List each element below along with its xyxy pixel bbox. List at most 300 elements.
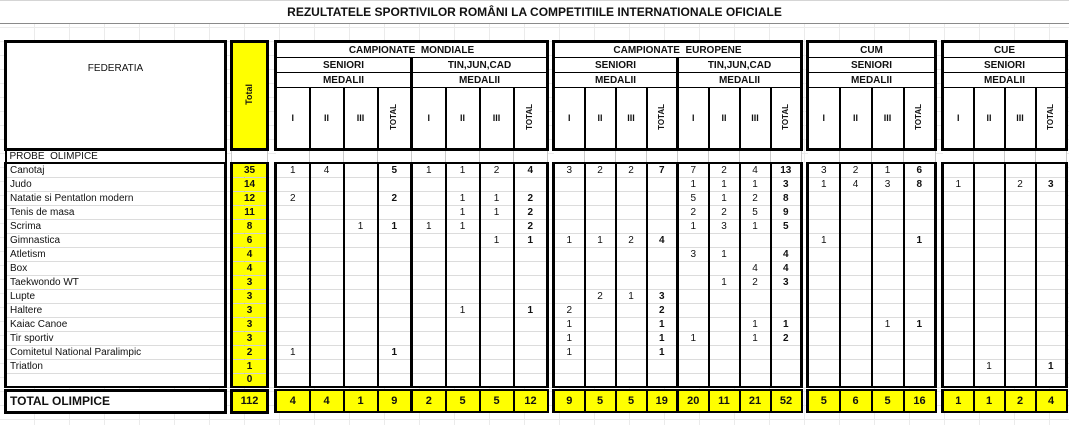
medal-cell	[808, 247, 840, 261]
medal-cell	[740, 303, 771, 317]
medal-cell: 5	[378, 163, 412, 177]
medal-cell	[1005, 219, 1036, 233]
medal-cell	[808, 331, 840, 345]
medal-cell	[1005, 163, 1036, 177]
medal-cell	[1036, 331, 1067, 345]
medal-cell	[771, 345, 802, 359]
medal-cell: 1	[480, 191, 514, 205]
group-cue: CUE	[943, 42, 1067, 58]
medal-cell: 1	[740, 177, 771, 191]
medal-cell	[1036, 247, 1067, 261]
grid-gap	[936, 233, 943, 247]
grid-gap	[936, 303, 943, 317]
section-total-cell: 4	[1036, 390, 1067, 412]
medal-cell	[1036, 289, 1067, 303]
medal-cell	[514, 359, 548, 373]
section-total-cell: 11	[709, 390, 740, 412]
federation-name: Gimnastica	[6, 233, 226, 247]
federation-row	[6, 205, 1067, 219]
medal-cell	[412, 303, 446, 317]
medal-cell	[808, 191, 840, 205]
medal-cell	[616, 303, 647, 317]
grid-cell	[554, 150, 585, 164]
medal-cell: 1	[344, 219, 378, 233]
medalii-ce-seniori: MEDALII	[554, 73, 678, 88]
medal-cell	[943, 247, 974, 261]
row-total-cell: 3	[232, 303, 268, 317]
grid-cell	[480, 150, 514, 164]
medal-cell	[310, 289, 344, 303]
section-total-cell: 6	[840, 390, 872, 412]
grid-gap	[268, 390, 276, 412]
medal-cell	[840, 275, 872, 289]
medal-cell	[585, 331, 616, 345]
medal-cell: 1	[446, 303, 480, 317]
medal-cell	[647, 275, 678, 289]
medal-cell	[904, 219, 936, 233]
total-column-header	[232, 42, 268, 150]
medal-cell: 3	[678, 247, 709, 261]
grid-cell	[709, 150, 740, 164]
section-total-cell: 2	[412, 390, 446, 412]
medal-cell	[378, 177, 412, 191]
medal-cell	[1036, 317, 1067, 331]
medal-cell	[647, 177, 678, 191]
medal-cell: 1	[554, 317, 585, 331]
medal-cell	[378, 303, 412, 317]
medal-cell	[585, 359, 616, 373]
federation-name: Natatie si Pentatlon modern	[6, 191, 226, 205]
medal-cell	[378, 289, 412, 303]
medal-cell	[310, 345, 344, 359]
medal-cell	[678, 303, 709, 317]
section-total-cell: 21	[740, 390, 771, 412]
row-total-cell: 8	[232, 219, 268, 233]
medal-cell	[480, 359, 514, 373]
federation-row	[6, 317, 1067, 331]
grid-gap	[936, 359, 943, 373]
grid-gap	[936, 150, 943, 164]
medal-cell	[585, 303, 616, 317]
medal-cell	[276, 331, 310, 345]
grid-gap	[268, 303, 276, 317]
section-total-cell: 2	[1005, 390, 1036, 412]
medal-cell	[276, 373, 310, 387]
medal-cell	[554, 261, 585, 275]
medal-cell	[480, 275, 514, 289]
medal-total-header	[1036, 88, 1067, 150]
grid-gap	[268, 205, 276, 219]
medal-cell	[412, 191, 446, 205]
medal-cell	[412, 345, 446, 359]
medal-cell	[616, 247, 647, 261]
subgroup-ce-tin: TIN,JUN,CAD	[678, 58, 802, 73]
medal-cell: 3	[709, 219, 740, 233]
medal-cell: 2	[480, 163, 514, 177]
medal-cell	[585, 261, 616, 275]
medal-cell	[412, 373, 446, 387]
medal-cell	[740, 233, 771, 247]
federation-name: Tenis de masa	[6, 205, 226, 219]
medal-col-header: II	[310, 88, 344, 150]
medal-cell: 1	[709, 191, 740, 205]
federation-row	[6, 373, 1067, 387]
medal-cell: 3	[771, 275, 802, 289]
grid-gap	[268, 331, 276, 345]
medal-cell: 1	[554, 345, 585, 359]
medal-cell	[585, 219, 616, 233]
section-total-cell: 52	[771, 390, 802, 412]
medal-cell	[412, 233, 446, 247]
grid-gap	[268, 261, 276, 275]
medal-cell	[974, 275, 1005, 289]
medal-cell	[276, 317, 310, 331]
medal-cell	[446, 275, 480, 289]
medal-cell	[771, 289, 802, 303]
medal-total-header	[904, 88, 936, 150]
medal-col-header: II	[709, 88, 740, 150]
medal-col-header: I	[276, 88, 310, 150]
medal-cell: 6	[904, 163, 936, 177]
medal-cell	[412, 359, 446, 373]
medalii-ce-tin: MEDALII	[678, 73, 802, 88]
medal-cell: 1	[740, 219, 771, 233]
medal-cell: 8	[771, 191, 802, 205]
medal-cell	[709, 359, 740, 373]
grid-cell	[678, 150, 709, 164]
medal-col-header: III	[616, 88, 647, 150]
medal-cell	[872, 191, 904, 205]
medal-total-header	[647, 88, 678, 150]
row-total-cell: 3	[232, 289, 268, 303]
medal-cell: 1	[514, 233, 548, 247]
total-row-label: TOTAL OLIMPICE	[6, 390, 226, 412]
grid-gap	[936, 177, 943, 191]
medal-cell	[616, 331, 647, 345]
medal-cell: 1	[1036, 359, 1067, 373]
medal-cell	[771, 359, 802, 373]
medal-cell	[740, 289, 771, 303]
medal-cell: 8	[904, 177, 936, 191]
medal-cell	[904, 247, 936, 261]
medal-cell	[904, 373, 936, 387]
medal-cell	[808, 373, 840, 387]
medal-cell: 1	[904, 317, 936, 331]
federation-name: Kaiac Canoe	[6, 317, 226, 331]
grid-cell	[840, 150, 872, 164]
medal-cell	[943, 303, 974, 317]
grid-gap	[268, 247, 276, 261]
row-total-cell: 3	[232, 331, 268, 345]
medal-cell: 1	[709, 247, 740, 261]
medal-cell	[771, 373, 802, 387]
medal-cell	[647, 261, 678, 275]
medal-cell	[678, 261, 709, 275]
medal-cell	[943, 219, 974, 233]
medal-cell: 3	[1036, 177, 1067, 191]
medal-cell: 1	[378, 219, 412, 233]
medal-cell	[344, 177, 378, 191]
medal-col-header: III	[344, 88, 378, 150]
grid-cell	[276, 150, 310, 164]
medal-cell: 1	[378, 345, 412, 359]
medal-cell	[554, 177, 585, 191]
grid-gap	[268, 345, 276, 359]
federation-row	[6, 303, 1067, 317]
medal-cell	[840, 317, 872, 331]
medal-cell	[344, 247, 378, 261]
medal-cell	[412, 317, 446, 331]
grid-cell	[808, 150, 840, 164]
medal-cell	[310, 219, 344, 233]
subgroup-cm-tin: TIN,JUN,CAD	[412, 58, 548, 73]
group-campionate-europene: CAMPIONATE EUROPENE	[554, 42, 802, 58]
row-total-cell: 4	[232, 247, 268, 261]
grid-cell	[378, 150, 412, 164]
medal-cell	[1005, 289, 1036, 303]
medal-cell	[344, 233, 378, 247]
medal-cell	[974, 373, 1005, 387]
medal-cell	[1005, 275, 1036, 289]
medal-cell	[904, 275, 936, 289]
medal-cell	[1005, 345, 1036, 359]
federation-row	[6, 247, 1067, 261]
grid-gap	[268, 177, 276, 191]
grid-gap	[936, 42, 943, 150]
medal-cell	[840, 247, 872, 261]
medal-cell	[616, 191, 647, 205]
medal-cell: 1	[740, 331, 771, 345]
medal-total-header	[771, 88, 802, 150]
grid-cell	[1005, 150, 1036, 164]
grid-cell	[1036, 150, 1067, 164]
group-header-row	[6, 42, 1067, 58]
medal-cell	[378, 317, 412, 331]
medal-cell	[446, 177, 480, 191]
federation-name: Taekwondo WT	[6, 275, 226, 289]
medal-cell	[840, 219, 872, 233]
section-total-cell: 1	[344, 390, 378, 412]
medal-cell: 2	[276, 191, 310, 205]
medal-cell	[647, 247, 678, 261]
medal-cell: 1	[616, 289, 647, 303]
medal-cell: 7	[678, 163, 709, 177]
medal-cell	[378, 275, 412, 289]
medal-cell	[554, 275, 585, 289]
medal-cell: 7	[647, 163, 678, 177]
grid-cell	[344, 150, 378, 164]
medal-cell: 1	[647, 345, 678, 359]
medal-cell: 1	[412, 219, 446, 233]
medal-cell	[808, 345, 840, 359]
medal-cell	[344, 317, 378, 331]
subgroup-cum-seniori: SENIORI	[808, 58, 936, 73]
medal-cell	[310, 205, 344, 219]
medal-cell	[616, 219, 647, 233]
medal-cell	[344, 359, 378, 373]
medal-cell	[514, 247, 548, 261]
federation-name: Judo	[6, 177, 226, 191]
medal-cell	[446, 331, 480, 345]
medal-cell	[446, 289, 480, 303]
medal-cell: 1	[974, 359, 1005, 373]
medal-cell	[647, 191, 678, 205]
medal-cell	[647, 373, 678, 387]
medal-cell	[840, 233, 872, 247]
medal-cell: 1	[904, 233, 936, 247]
medal-col-header: I	[412, 88, 446, 150]
medal-total-label: TOTAL	[389, 103, 399, 130]
medal-cell: 1	[446, 163, 480, 177]
medal-cell	[310, 373, 344, 387]
medal-cell	[678, 289, 709, 303]
medal-cell	[1005, 205, 1036, 219]
medal-cell: 4	[514, 163, 548, 177]
medal-cell	[514, 317, 548, 331]
section-total-cell: 19	[647, 390, 678, 412]
medal-cell	[344, 289, 378, 303]
federation-row	[6, 345, 1067, 359]
medal-cell: 4	[771, 247, 802, 261]
medal-cell	[554, 219, 585, 233]
medal-cell	[904, 191, 936, 205]
medal-cell: 1	[480, 205, 514, 219]
medal-cell	[276, 247, 310, 261]
medal-total-header	[514, 88, 548, 150]
medal-cell	[1005, 303, 1036, 317]
medal-cell	[808, 205, 840, 219]
medal-cell	[1036, 261, 1067, 275]
medal-cell	[1005, 373, 1036, 387]
section-total-cell: 5	[808, 390, 840, 412]
medal-cell: 1	[554, 331, 585, 345]
medal-cell: 2	[709, 205, 740, 219]
medal-cell	[276, 219, 310, 233]
medal-cell: 2	[554, 303, 585, 317]
medal-cell	[344, 303, 378, 317]
grand-total-cell: 112	[232, 390, 268, 412]
medal-total-label: TOTAL	[1045, 103, 1055, 130]
medal-cell	[480, 247, 514, 261]
grid-cell	[616, 150, 647, 164]
federation-row	[6, 219, 1067, 233]
medal-cell	[378, 373, 412, 387]
medal-cell	[412, 261, 446, 275]
medal-cell	[974, 261, 1005, 275]
results-table	[4, 40, 1068, 414]
medal-cell	[480, 303, 514, 317]
medal-cell	[412, 205, 446, 219]
row-total-cell: 3	[232, 275, 268, 289]
row-total-cell: 2	[232, 345, 268, 359]
medal-cell	[943, 317, 974, 331]
medal-cell	[904, 331, 936, 345]
medal-cell	[310, 233, 344, 247]
medal-cell: 3	[647, 289, 678, 303]
medal-cell	[771, 233, 802, 247]
medal-cell: 1	[678, 177, 709, 191]
medal-cell	[344, 191, 378, 205]
section-total-cell: 12	[514, 390, 548, 412]
medal-cell	[310, 331, 344, 345]
medal-cell	[310, 275, 344, 289]
medal-cell	[554, 247, 585, 261]
medal-cell	[344, 275, 378, 289]
medal-cell	[310, 303, 344, 317]
medal-cell	[585, 345, 616, 359]
medal-cell	[872, 275, 904, 289]
medal-cell	[974, 177, 1005, 191]
medal-cell	[1005, 261, 1036, 275]
medal-cell: 1	[808, 233, 840, 247]
medal-cell: 1	[647, 331, 678, 345]
medal-col-header: II	[974, 88, 1005, 150]
federation-row	[6, 275, 1067, 289]
medal-cell: 3	[771, 177, 802, 191]
grid-cell	[412, 150, 446, 164]
medal-cell: 4	[771, 261, 802, 275]
medal-cell	[943, 373, 974, 387]
federation-name: Scrima	[6, 219, 226, 233]
probe-label: PROBE OLIMPICE	[6, 150, 226, 164]
medal-cell	[840, 303, 872, 317]
medal-cell	[310, 177, 344, 191]
medal-cell: 1	[709, 275, 740, 289]
grid-cell	[904, 150, 936, 164]
federation-row	[6, 163, 1067, 177]
medal-cell	[840, 289, 872, 303]
medal-col-header: I	[554, 88, 585, 150]
medal-cell	[709, 233, 740, 247]
probe-total-cell	[232, 150, 268, 164]
medal-cell	[480, 177, 514, 191]
medal-cell	[585, 373, 616, 387]
medal-col-header: III	[480, 88, 514, 150]
grid-cell	[647, 150, 678, 164]
medal-cell	[840, 373, 872, 387]
federation-row	[6, 289, 1067, 303]
row-total-cell: 35	[232, 163, 268, 177]
medal-cell	[276, 233, 310, 247]
medal-cell: 1	[276, 163, 310, 177]
medal-cell	[943, 163, 974, 177]
medal-cell	[678, 359, 709, 373]
medal-cell	[310, 359, 344, 373]
medal-cell	[840, 359, 872, 373]
grid-gap	[268, 373, 276, 387]
federation-header: FEDERATIA	[6, 42, 226, 150]
federation-row	[6, 331, 1067, 345]
medal-cell	[872, 359, 904, 373]
medal-cell	[1036, 373, 1067, 387]
medal-cell: 5	[740, 205, 771, 219]
grid-cell	[310, 150, 344, 164]
medal-cell	[585, 191, 616, 205]
medal-cell	[1036, 303, 1067, 317]
medal-cell: 9	[771, 205, 802, 219]
medal-cell	[412, 247, 446, 261]
medal-cell	[974, 345, 1005, 359]
medal-cell: 1	[446, 191, 480, 205]
section-total-cell: 1	[974, 390, 1005, 412]
medal-cell	[974, 289, 1005, 303]
medal-cell: 2	[678, 205, 709, 219]
grid-cell	[943, 150, 974, 164]
medal-cell	[709, 317, 740, 331]
medal-cell: 1	[709, 177, 740, 191]
medal-cell	[808, 261, 840, 275]
medal-cell: 2	[514, 205, 548, 219]
